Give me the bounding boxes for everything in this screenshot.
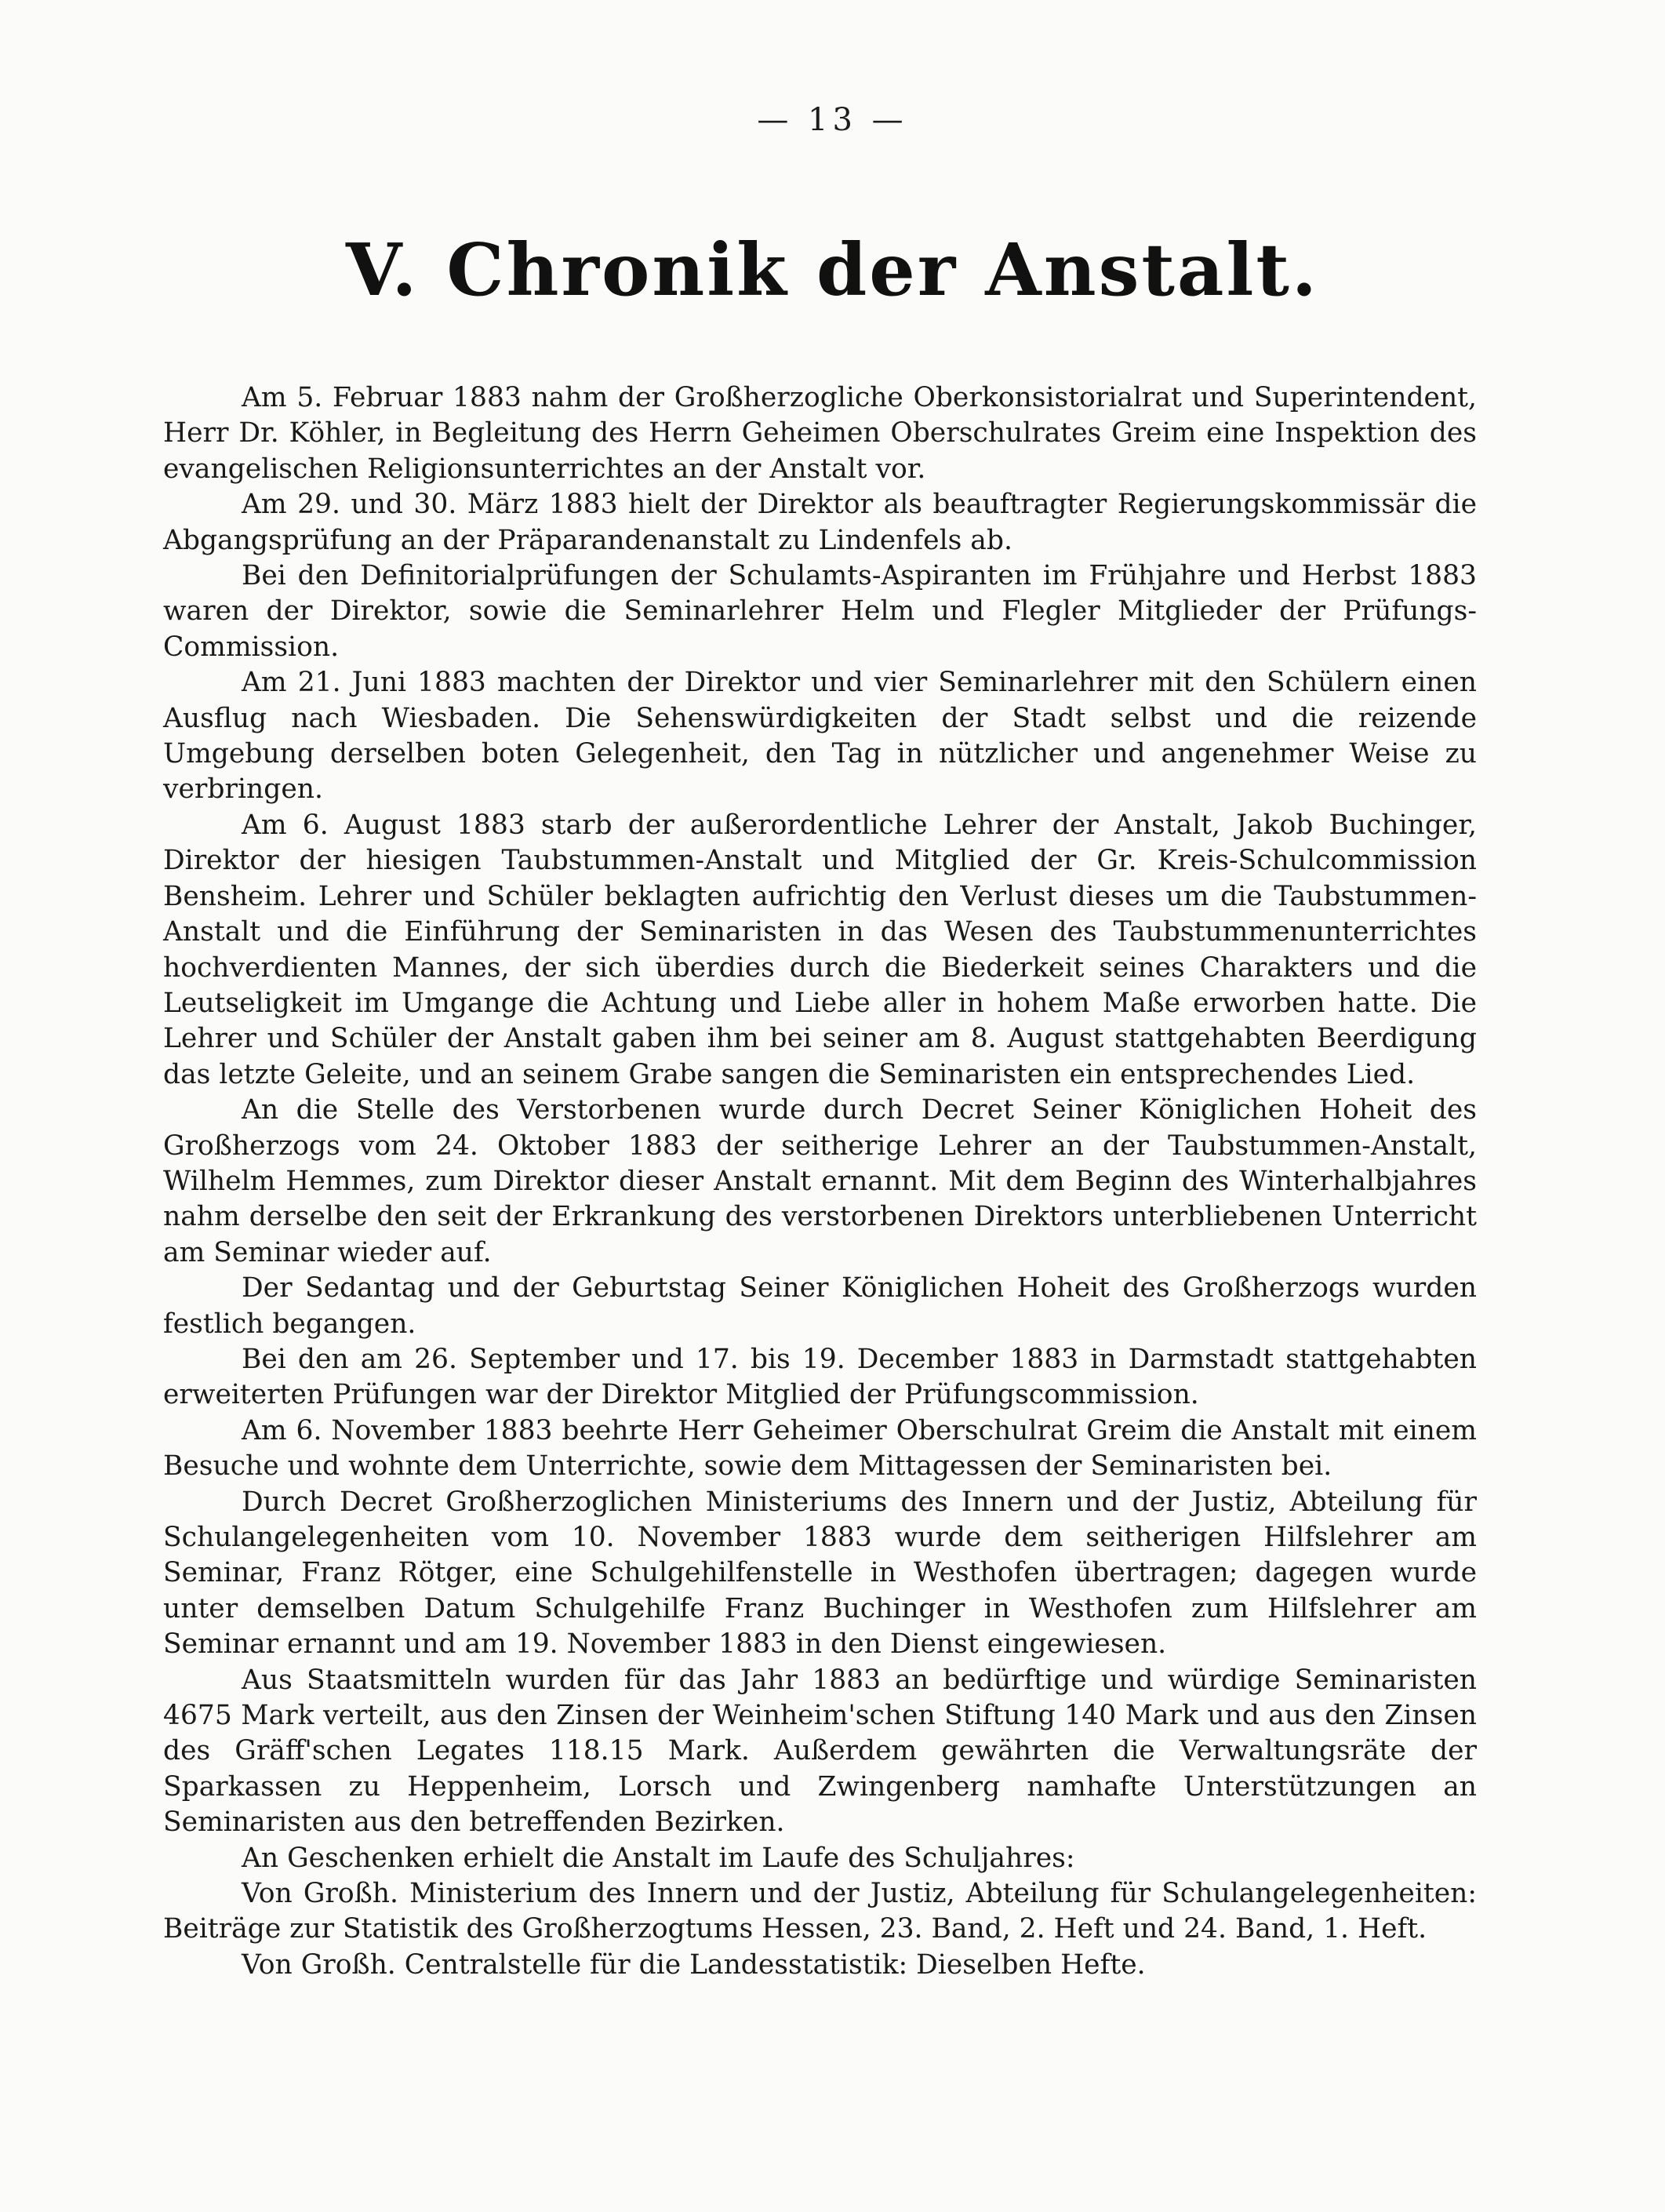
paragraph-gift-ministry: Von Großh. Ministerium des Innern und der Justiz, Abteilung für Schulangelegenheiten: Beiträge zur Statistik des Großherzogtums Hessen, 23. Band, 2. Heft und 24. Band, 1. Heft. [163, 1878, 1477, 1945]
paragraph-obituary-buchinger: Am 6. August 1883 starb der außerordentliche Lehrer der Anstalt, Jakob Buchinger, Direktor der hiesigen Taubstummen-Anstalt und Mitglied der Gr. Kreis-Schulcommission Bensheim. Lehrer und Schüler beklagten aufrichtig den Verlust dieses um die Taubstummen-Anstalt und die Einführung der Seminaristen in das Wesen des Taubstummenunterrichtes hochverdienten Mannes, der sich überdies durch die Biederkeit seines Charakters und die Leutseligkeit im Umgange die Achtung und Liebe aller in hohem Maße erworben hatte. Die Lehrer und Schüler der Anstalt gaben ihm bei seiner am 8. August stattgehabten Beerdigung das letzte Geleite, und an seinem Grabe sangen die Seminaristen ein entsprechendes Lied. [163, 809, 1477, 1090]
paragraph-appointment-hemmes: An die Stelle des Verstorbenen wurde durch Decret Seiner Königlichen Hoheit des Großherzogs vom 24. Oktober 1883 der seitherige Lehrer an der Taubstummen-Anstalt, Wilhelm Hemmes, zum Direktor dieser Anstalt ernannt. Mit dem Beginn des Winterhalbjahres nahm derselbe den seit der Erkrankung des verstorbenen Direktors unterbliebenen Unterricht am Seminar wieder auf. [163, 1094, 1477, 1268]
paragraph-inspection: Am 5. Februar 1883 nahm der Großherzogliche Oberkonsistorialrat und Superintendent, Herr Dr. Köhler, in Begleitung des Herrn Geheimen Oberschulrates Greim eine Inspektion des evangelischen Religionsunterrichtes an der Anstalt vor. [163, 382, 1477, 485]
paragraph-visit-greim: Am 6. November 1883 beehrte Herr Geheimer Oberschulrat Greim die Anstalt mit einem Besuche und wohnte dem Unterrichte, sowie dem Mittagessen der Seminaristen bei. [163, 1414, 1477, 1483]
paragraph-staff-changes: Durch Decret Großherzoglichen Ministeriums des Innern und der Justiz, Abteilung für Schulangelegenheiten vom 10. November 1883 wurde dem seitherigen Hilfslehrer am Seminar, Franz Rötger, eine Schulgehilfenstelle in Westhofen übertragen; dagegen wurde unter demselben Datum Schulgehilfe Franz Buchinger in Westhofen zum Hilfslehrer am Seminar ernannt und am 19. November 1883 in den Dienst eingewiesen. [163, 1486, 1477, 1661]
paragraph-extended-exams: Bei den am 26. September und 17. bis 19. December 1883 in Darmstadt stattgehabten erweiterten Prüfungen war der Direktor Mitglied der Prüfungscommission. [163, 1343, 1477, 1411]
paragraph-definitorial-exams: Bei den Definitorialprüfungen der Schulamts-Aspiranten im Frühjahre und Herbst 1883 waren der Direktor, sowie die Seminarlehrer Helm und Flegler Mitglieder der Prüfungs-Commission. [163, 560, 1477, 663]
chronicle-body [163, 380, 1477, 1983]
paragraph-gift-statistics: Von Großh. Centralstelle für die Landesstatistik: Dieselben Hefte. [242, 1948, 1146, 1981]
paragraph-state-funds: Aus Staatsmitteln wurden für das Jahr 1883 an bedürftige und würdige Seminaristen 4675 Mark verteilt, aus den Zinsen der Weinheim'schen Stiftung 140 Mark und aus den Zinsen des Gräff'schen Legates 118.15 Mark. Außerdem gewährten die Verwaltungsräte der Sparkassen zu Heppenheim, Lorsch und Zwingenberg namhafte Unterstützungen an Seminaristen aus den betreffenden Bezirken. [163, 1664, 1477, 1839]
paragraph-excursion-wiesbaden: Am 21. Juni 1883 machten der Direktor und vier Seminarlehrer mit den Schülern einen Ausflug nach Wiesbaden. Die Sehenswürdigkeiten der Stadt selbst und die reizende Umgebung derselben boten Gelegenheit, den Tag in nützlicher und angenehmer Weise zu verbringen. [163, 667, 1477, 806]
paragraph-gifts-intro: An Geschenken erhielt die Anstalt im Laufe des Schuljahres: [242, 1842, 1075, 1874]
paragraph-exam-lindenfels: Am 29. und 30. März 1883 hielt der Direktor als beauftragter Regierungskommissär die Abgangsprüfung an der Präparandenanstalt zu Lindenfels ab. [163, 489, 1477, 556]
paragraph-celebrations: Der Sedantag und der Geburtstag Seiner Königlichen Hoheit des Großherzogs wurden festlich begangen. [163, 1272, 1477, 1340]
page-number: — 13 — [757, 102, 908, 138]
chapter-heading: V. Chronik der Anstalt. [346, 227, 1319, 312]
